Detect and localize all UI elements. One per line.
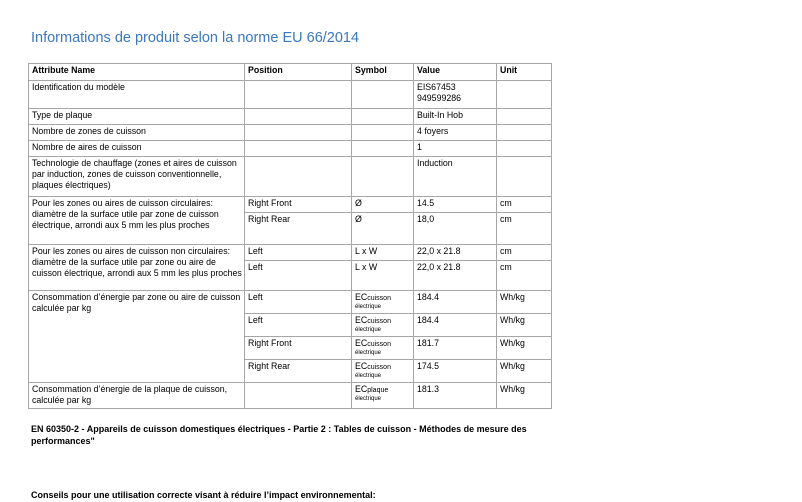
- cell-attribute: Pour les zones ou aires de cuisson circulaires: diamètre de la surface utile par zone de cuisson électrique, arrondi aux 5 mm les plus proches: [29, 197, 245, 245]
- cell-value: 4 foyers: [414, 125, 497, 141]
- cell-unit: [497, 109, 552, 125]
- symbol-sub2: électrique: [355, 327, 382, 333]
- symbol-sub: cuisson: [367, 341, 391, 348]
- cell-position: [245, 383, 352, 409]
- cell-symbol: [352, 383, 414, 409]
- cell-unit: [497, 157, 552, 197]
- cell-value: 22,0 x 21.8: [414, 261, 497, 291]
- table-row: [29, 141, 552, 157]
- symbol-main: EC: [355, 361, 368, 371]
- table-row: [29, 245, 552, 261]
- symbol-sub2: électrique: [355, 350, 382, 356]
- cell-unit: [497, 81, 552, 109]
- cell-symbol: L x W: [352, 261, 414, 291]
- cell-value: 22,0 x 21.8: [414, 245, 497, 261]
- cell-symbol: L x W: [352, 245, 414, 261]
- cell-position: [245, 81, 352, 109]
- cell-symbol: [352, 337, 414, 360]
- cell-position: [245, 109, 352, 125]
- cell-unit: cm: [497, 197, 552, 213]
- cell-attribute: Nombre de zones de cuisson: [29, 125, 245, 141]
- cell-position: Right Front: [245, 197, 352, 213]
- cell-value: 1: [414, 141, 497, 157]
- cell-value: 174.5: [414, 360, 497, 383]
- cell-value: 181.3: [414, 383, 497, 409]
- cell-value: 184.4: [414, 291, 497, 314]
- table-row: [29, 109, 552, 125]
- cell-attribute: Consommation d’énergie par zone ou aire de cuisson calculée par kg: [29, 291, 245, 383]
- table-row: [29, 157, 552, 197]
- cell-symbol: [352, 125, 414, 141]
- cell-position: Left: [245, 291, 352, 314]
- cell-attribute: Nombre de aires de cuisson: [29, 141, 245, 157]
- symbol-sub: plaque: [367, 387, 389, 394]
- table-row: [29, 81, 552, 109]
- cell-value: 184.4: [414, 314, 497, 337]
- cell-symbol: [352, 141, 414, 157]
- cell-value: 18,0: [414, 213, 497, 245]
- product-info-table: [28, 63, 552, 409]
- table-row: [29, 383, 552, 409]
- cell-position: Right Front: [245, 337, 352, 360]
- cell-attribute: Consommation d’énergie de la plaque de cuisson, calculée par kg: [29, 383, 245, 409]
- table-row: [29, 291, 552, 314]
- symbol-sub2: électrique: [355, 396, 382, 402]
- cell-unit: Wh/kg: [497, 383, 552, 409]
- header-value: Value: [414, 64, 497, 81]
- symbol-main: EC: [355, 292, 368, 302]
- standard-footnote: EN 60350-2 - Appareils de cuisson domestiques électriques - Partie 2 : Tables de cuisson - Méthodes de mesure des performances": [31, 424, 527, 446]
- cell-value: Built-In Hob: [414, 109, 497, 125]
- symbol-sub2: électrique: [355, 373, 382, 379]
- table-header-row: [29, 64, 552, 81]
- cell-symbol: [352, 360, 414, 383]
- cell-attribute: Pour les zones ou aires de cuisson non circulaires: diamètre de la surface utile par zone ou aire de cuisson électrique, arrondi aux 5 mm les plus proches: [29, 245, 245, 291]
- usage-advice-heading: Conseils pour une utilisation correcte visant à réduire l’impact environnemental:: [31, 490, 376, 500]
- symbol-sub2: électrique: [355, 304, 382, 310]
- cell-position: [245, 141, 352, 157]
- cell-symbol: [352, 291, 414, 314]
- product-number: 949599286: [417, 93, 462, 103]
- cell-position: Left: [245, 314, 352, 337]
- model-number: EIS67453: [417, 82, 456, 92]
- cell-symbol: [352, 157, 414, 197]
- page-title: Informations de produit selon la norme EU 66/2014: [31, 30, 360, 46]
- cell-unit: [497, 141, 552, 157]
- symbol-main: EC: [355, 315, 368, 325]
- cell-position: Right Rear: [245, 360, 352, 383]
- cell-position: Left: [245, 245, 352, 261]
- cell-value: Induction: [414, 157, 497, 197]
- symbol-sub: cuisson: [367, 364, 391, 371]
- cell-symbol: Ø: [352, 197, 414, 213]
- cell-value: [414, 81, 497, 109]
- cell-symbol: Ø: [352, 213, 414, 245]
- cell-symbol: [352, 109, 414, 125]
- header-attribute: Attribute Name: [29, 64, 245, 81]
- cell-unit: cm: [497, 245, 552, 261]
- cell-symbol: [352, 314, 414, 337]
- cell-unit: Wh/kg: [497, 314, 552, 337]
- cell-value: 14.5: [414, 197, 497, 213]
- cell-attribute: Type de plaque: [29, 109, 245, 125]
- symbol-sub: cuisson: [367, 318, 391, 325]
- cell-symbol: [352, 81, 414, 109]
- header-symbol: Symbol: [352, 64, 414, 81]
- symbol-main: EC: [355, 338, 368, 348]
- cell-unit: Wh/kg: [497, 337, 552, 360]
- cell-position: Left: [245, 261, 352, 291]
- header-position: Position: [245, 64, 352, 81]
- table-row: [29, 197, 552, 213]
- cell-position: [245, 157, 352, 197]
- symbol-main: EC: [355, 384, 368, 394]
- cell-unit: cm: [497, 261, 552, 291]
- cell-position: [245, 125, 352, 141]
- cell-unit: Wh/kg: [497, 291, 552, 314]
- cell-value: 181.7: [414, 337, 497, 360]
- cell-unit: [497, 125, 552, 141]
- cell-position: Right Rear: [245, 213, 352, 245]
- header-unit: Unit: [497, 64, 552, 81]
- table-row: [29, 125, 552, 141]
- symbol-sub: cuisson: [367, 295, 391, 302]
- cell-attribute: Technologie de chauffage (zones et aires de cuisson par induction, zones de cuisson conventionnelle, plaques électriques): [29, 157, 245, 197]
- cell-attribute: Identification du modèle: [29, 81, 245, 109]
- cell-unit: Wh/kg: [497, 360, 552, 383]
- cell-unit: cm: [497, 213, 552, 245]
